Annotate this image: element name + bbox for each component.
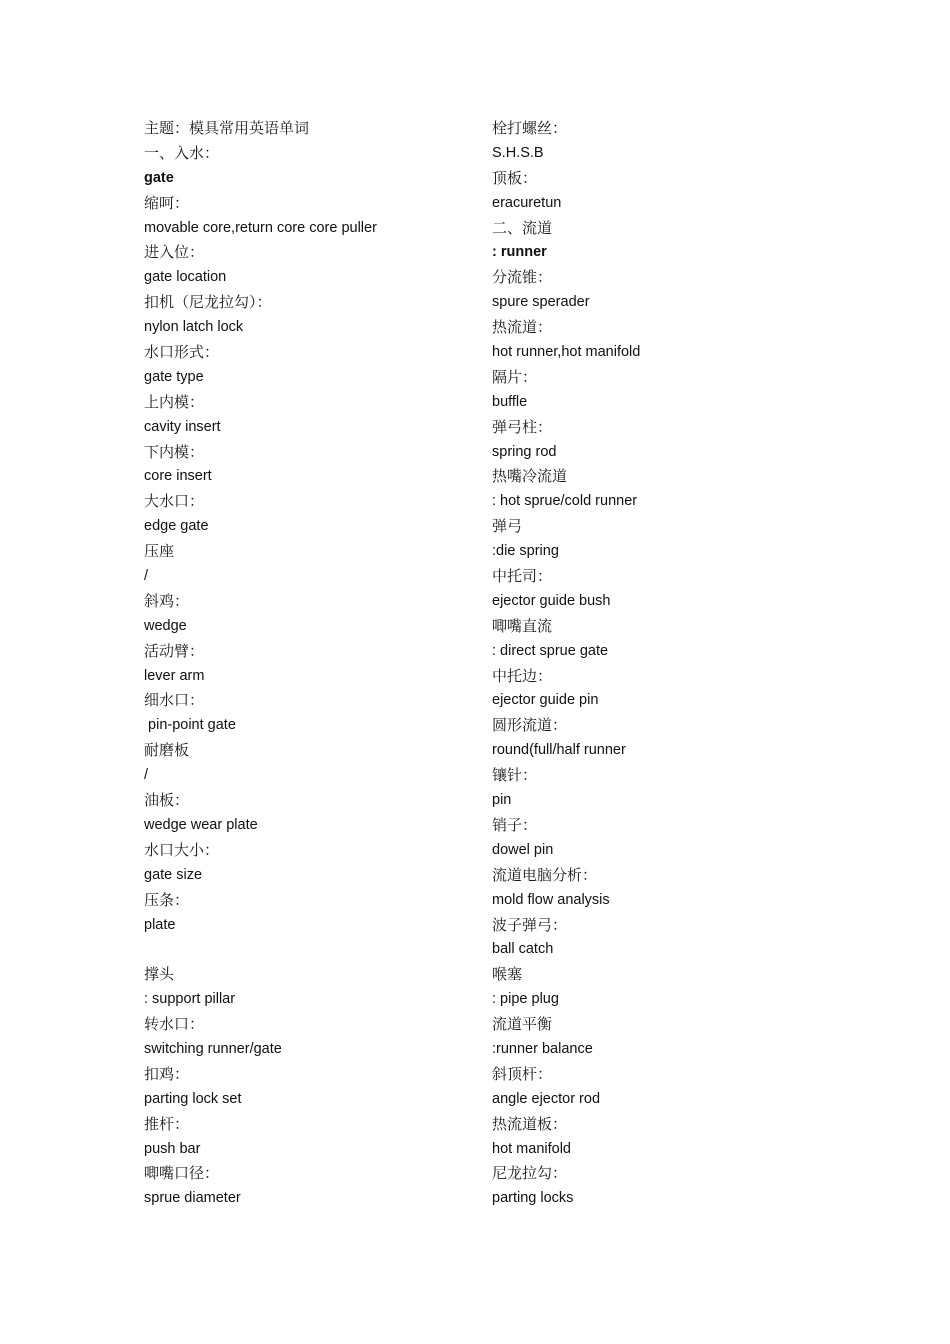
right-term-english: : hot sprue/cold runner — [492, 493, 638, 510]
left-term-english: gate — [144, 169, 174, 186]
right-term-chinese: 热流道： — [492, 318, 553, 337]
right-term-chinese: 二、流道 — [492, 218, 553, 237]
right-term-english: ejector guide bush — [492, 592, 611, 609]
left-term-english: : support pillar — [144, 991, 236, 1008]
left-term-english: edge gate — [144, 518, 209, 535]
right-term-chinese: 栓打螺丝： — [492, 119, 568, 137]
left-term-chinese: 耐磨板 — [144, 741, 190, 760]
left-blank-line — [144, 937, 474, 962]
right-term-chinese: 波子弹弓： — [492, 915, 568, 934]
right-term-chinese: 热流道板： — [492, 1114, 568, 1133]
left-term-chinese: 撑头 — [144, 965, 175, 984]
left-term-chinese: 扣机（尼龙拉勾）： — [144, 293, 272, 312]
right-term-english: spring rod — [492, 443, 557, 460]
left-term-english: / — [144, 767, 149, 784]
left-term-chinese: 一、入水： — [144, 143, 220, 162]
right-term-english: hot runner,hot manifold — [492, 344, 641, 361]
left-term-chinese: 上内模： — [144, 392, 205, 411]
left-term-chinese: 推杆： — [144, 1114, 190, 1133]
right-term-chinese: 隔片： — [492, 367, 538, 386]
right-term-english: : direct sprue gate — [492, 642, 609, 659]
right-term-chinese: 圆形流道： — [492, 716, 568, 735]
left-term-chinese: 水口大小： — [144, 840, 220, 859]
right-column — [492, 116, 822, 1211]
right-term-chinese: 中托司： — [492, 567, 553, 586]
right-term-english: buffle — [492, 393, 528, 410]
right-term-english: mold flow analysis — [492, 891, 610, 908]
right-term-chinese: 斜顶杆： — [492, 1064, 553, 1083]
left-term-chinese: 进入位： — [144, 243, 205, 262]
left-term-chinese: 斜鸡： — [144, 591, 190, 610]
left-term-english: gate location — [144, 269, 227, 286]
right-term-english: round(full/half runner — [492, 742, 626, 759]
right-term-chinese: 流道电脑分析： — [492, 865, 598, 884]
right-term-chinese: 镶针： — [492, 766, 538, 785]
right-term-english: S.H.S.B — [492, 144, 544, 161]
left-term-english: wedge wear plate — [144, 816, 258, 833]
left-term-english: push bar — [144, 1140, 201, 1157]
right-term-english: ball catch — [492, 941, 554, 958]
left-term-english: gate size — [144, 866, 203, 883]
right-term-english: spure sperader — [492, 294, 590, 311]
right-term-chinese: 销子： — [492, 815, 538, 834]
left-term-english: movable core,return core core puller — [144, 219, 377, 236]
right-term-english: parting locks — [492, 1190, 574, 1207]
left-term-english: / — [144, 568, 149, 585]
left-term-chinese: 转水口： — [144, 1015, 205, 1034]
right-term-english: :runner balance — [492, 1040, 593, 1057]
right-term-english: dowel pin — [492, 841, 554, 858]
right-term-chinese: 分流锥： — [492, 268, 553, 287]
left-term-chinese: 油板： — [144, 791, 190, 810]
left-term-english: wedge — [144, 617, 187, 634]
left-term-english: pin-point gate — [144, 717, 236, 734]
right-term-chinese: 顶板： — [492, 168, 538, 187]
right-term-chinese: 尼龙拉勾： — [492, 1164, 568, 1183]
right-term-chinese: 唧嘴直流 — [492, 616, 553, 635]
right-term-english: ejector guide pin — [492, 692, 599, 709]
left-term-chinese: 唧嘴口径： — [144, 1164, 220, 1183]
left-term-chinese: 主题：模具常用英语单词 — [144, 119, 310, 137]
right-term-english: : runner — [492, 244, 547, 261]
right-term-english: pin — [492, 792, 512, 809]
left-term-english: core insert — [144, 468, 212, 485]
left-term-english: parting lock set — [144, 1090, 242, 1107]
right-term-english: :die spring — [492, 543, 559, 560]
left-term-english: cavity insert — [144, 418, 221, 435]
left-term-chinese: 压条： — [144, 890, 190, 909]
right-term-chinese: 喉塞 — [492, 965, 523, 984]
right-term-chinese: 热嘴冷流道 — [492, 467, 568, 486]
left-term-chinese: 活动臂： — [144, 641, 205, 660]
left-term-chinese: 扣鸡： — [144, 1064, 190, 1083]
right-term-chinese: 流道平衡 — [492, 1015, 553, 1034]
left-term-chinese: 压座 — [144, 542, 175, 561]
left-term-chinese: 细水口： — [144, 691, 205, 710]
left-term-english: switching runner/gate — [144, 1040, 282, 1057]
right-term-chinese: 弹弓 — [492, 517, 523, 536]
left-term-chinese: 缩呵： — [144, 193, 190, 212]
right-term-english: : pipe plug — [492, 991, 559, 1008]
left-column — [144, 116, 474, 1211]
left-term-english: sprue diameter — [144, 1190, 241, 1207]
right-term-chinese: 弹弓柱： — [492, 417, 553, 436]
left-term-english: lever arm — [144, 667, 205, 684]
right-term-chinese: 中托边： — [492, 666, 553, 685]
right-term-english: angle ejector rod — [492, 1090, 601, 1107]
left-term-english: plate — [144, 916, 176, 933]
left-term-english: nylon latch lock — [144, 319, 244, 336]
left-term-chinese: 下内模： — [144, 442, 205, 461]
left-term-english: gate type — [144, 368, 204, 385]
left-term-chinese: 水口形式： — [144, 343, 220, 362]
left-term-chinese: 大水口： — [144, 492, 205, 511]
right-term-english: eracuretun — [492, 194, 562, 211]
right-term-english: hot manifold — [492, 1140, 571, 1157]
